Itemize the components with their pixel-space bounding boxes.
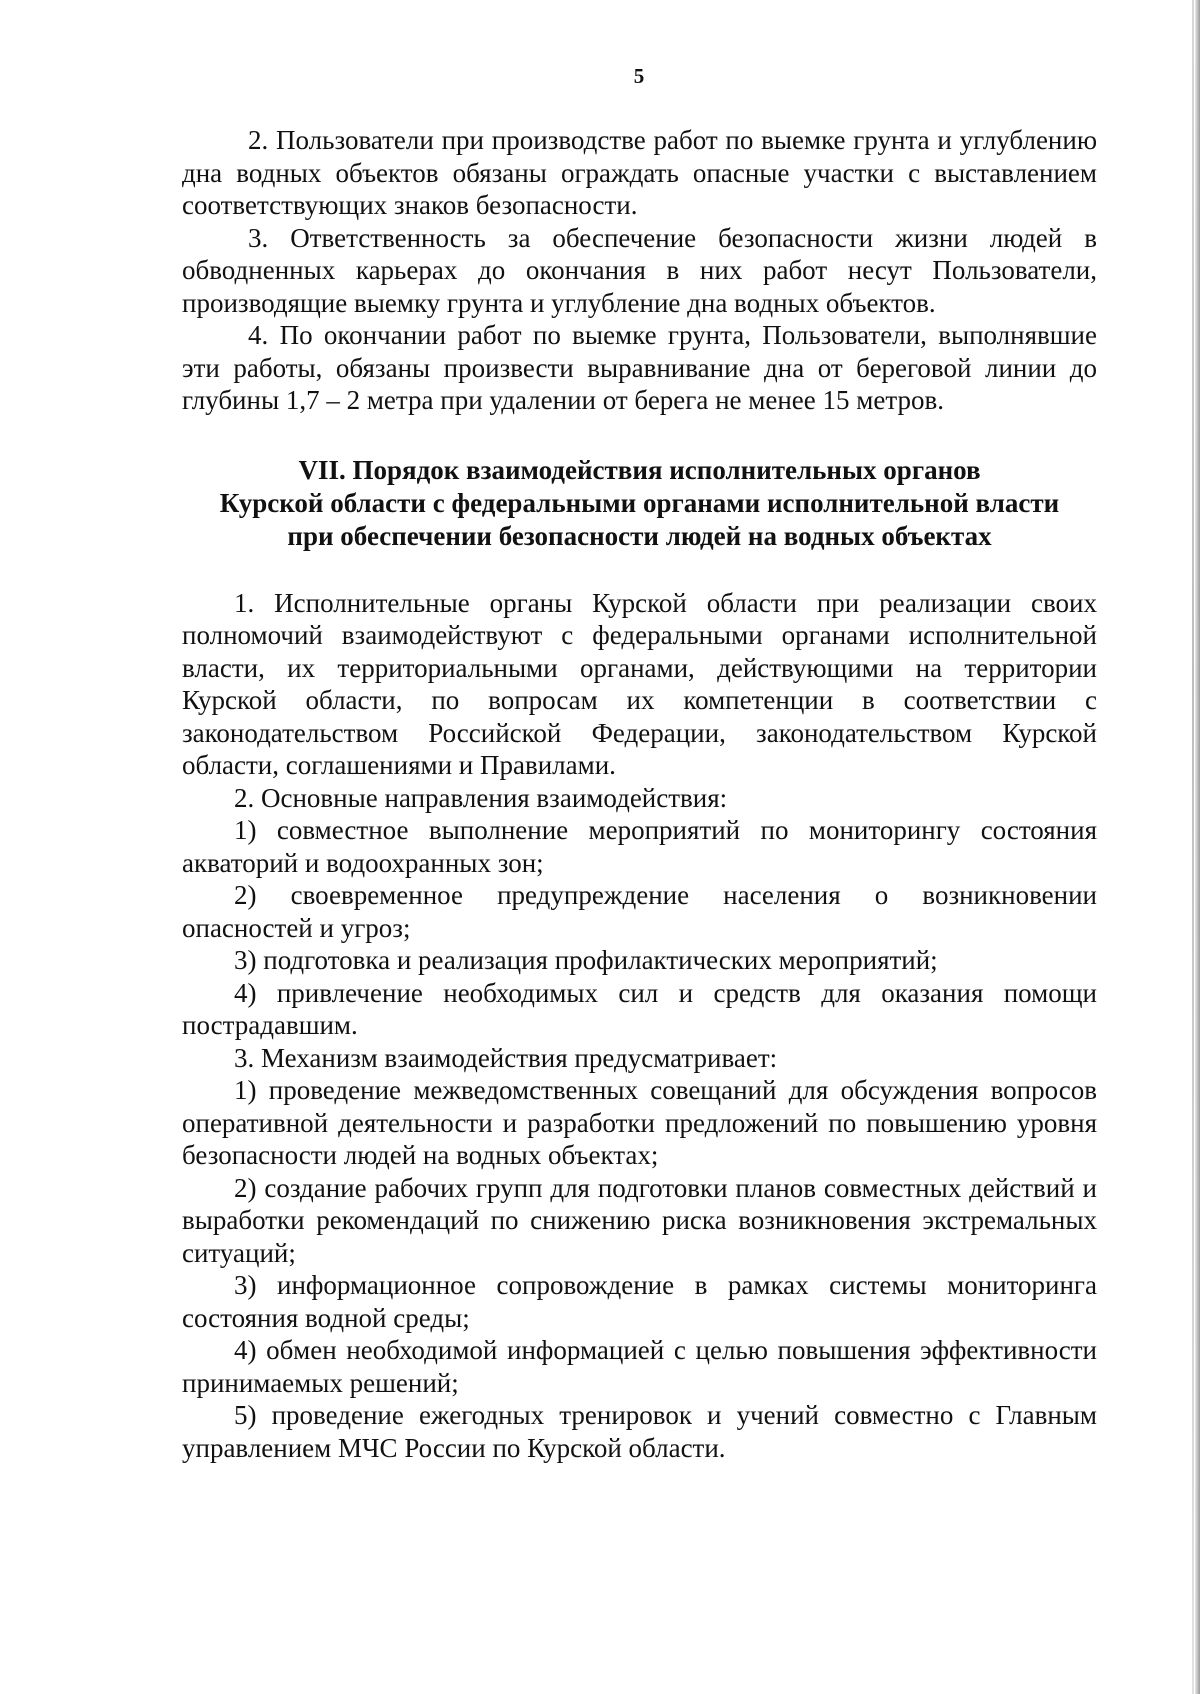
- paragraph-vi-2: 2. Пользователи при производстве работ по выемке грунта и углублению дна водных объектов обязаны ограждать опасные участки с выставлением соответствующих знаков безопасности.: [182, 125, 1097, 220]
- section-vii-heading-line-3: при обеспечении безопасности людей на водных объектах: [287, 520, 992, 551]
- section-vii-heading-line-1: VII. Порядок взаимодействия исполнительных органов: [298, 454, 981, 485]
- list-item-vii-3-5: 5) проведение ежегодных тренировок и учений совместно с Главным управлением МЧС России по Курской области.: [182, 1400, 1097, 1463]
- paragraph-vi-3: 3. Ответственность за обеспечение безопасности жизни людей в обводненных карьерах до окончания в них работ несут Пользователи, производящие выемку грунта и углубление дна водных объектов.: [182, 222, 1097, 318]
- page-number: 5: [633, 64, 645, 88]
- section-vii-heading: [182, 454, 1097, 553]
- list-item-vii-2-3: 3) подготовка и реализация профилактических мероприятий;: [234, 945, 938, 975]
- list-item-vii-2-2: 2) своевременное предупреждение населения о возникновении опасностей и угроз;: [182, 880, 1097, 943]
- paragraph-vii-3: 3. Механизм взаимодействия предусматривает:: [234, 1042, 778, 1073]
- list-item-vii-3-3: 3) информационное сопровождение в рамках системы мониторинга состояния водной среды;: [182, 1270, 1097, 1333]
- list-item-vii-3-4: 4) обмен необходимой информацией с целью повышения эффективности принимаемых решений;: [182, 1335, 1097, 1398]
- scan-edge-border: [1195, 0, 1200, 1694]
- paragraph-vii-1: 1. Исполнительные органы Курской области при реализации своих полномочий взаимодействуют с федеральными органами исполнительной власти, их территориальными органами, действующими на территории Курской области, по вопросам их компетенции в соответствии с законодательством Российской Федерации, законодательством Курской области, соглашениями и Правилами.: [182, 587, 1097, 780]
- list-item-vii-3-1: 1) проведение межведомственных совещаний для обсуждения вопросов оперативной деятельности и разработки предложений по повышению уровня безопасности людей на водных объектах;: [182, 1075, 1097, 1170]
- list-item-vii-3-2: 2) создание рабочих групп для подготовки планов совместных действий и выработки рекомендаций по снижению риска возникновения экстремальных ситуаций;: [182, 1172, 1097, 1268]
- document-body: [182, 124, 1097, 1464]
- paragraph-vii-2: 2. Основные направления взаимодействия:: [234, 782, 728, 813]
- list-item-vii-2-1: 1) совместное выполнение мероприятий по мониторингу состояния акваторий и водоохранных зон;: [182, 815, 1097, 878]
- list-item-vii-2-4: 4) привлечение необходимых сил и средств для оказания помощи пострадавшим.: [182, 977, 1097, 1040]
- scan-edge-shadow: [1192, 0, 1194, 1694]
- section-vii-heading-line-2: Курской области с федеральными органами исполнительной власти: [219, 487, 1060, 518]
- paragraph-vi-4: 4. По окончании работ по выемке грунта, Пользователи, выполнявшие эти работы, обязаны произвести выравнивание дна от береговой линии до глубины 1,7 – 2 метра при удалении от берега не менее 15 метров.: [182, 320, 1097, 415]
